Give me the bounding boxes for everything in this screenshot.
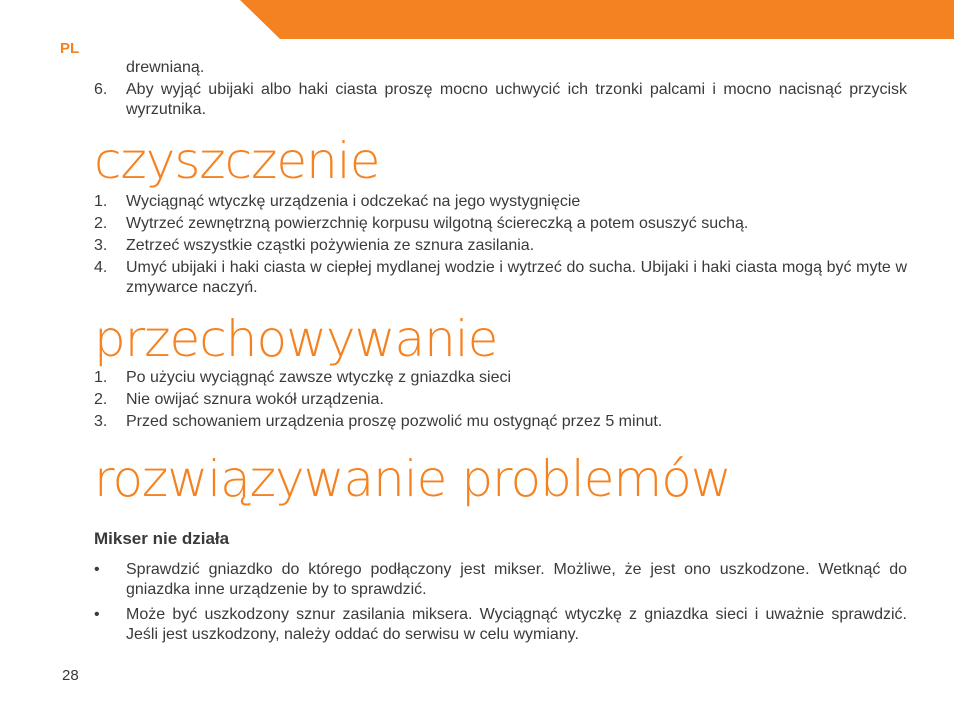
list-text: Przed schowaniem urządzenia proszę pozwolić mu ostygnąć przez 5 minut. <box>126 413 663 430</box>
list-text: Nie owijać sznura wokół urządzenia. <box>126 391 384 408</box>
section-title-troubleshooting: rozwiązywanie problemów <box>94 450 731 508</box>
bullet-list <box>94 560 907 645</box>
list-text: Zetrzeć wszystkie cząstki pożywienia ze sznura zasilania. <box>126 237 535 254</box>
language-tag: PL <box>60 40 80 57</box>
list-item <box>94 390 907 410</box>
list-text: Wyciągnąć wtyczkę urządzenia i odczekać na jego wystygnięcie <box>126 193 581 210</box>
section-title-cleaning: czyszczenie <box>94 132 380 190</box>
list-item <box>94 368 907 388</box>
list-text: Umyć ubijaki i haki ciasta w ciepłej mydlanej wodzie i wytrzeć do sucha. Ubijaki i haki ciasta mogą być myte w zmywarce naczyń. <box>126 259 907 296</box>
subsection-title: Mikser nie działa <box>94 529 230 548</box>
list-number: 2. <box>94 215 108 232</box>
bullet-icon: • <box>94 561 100 578</box>
header-accent-bar <box>240 0 954 39</box>
list-item <box>94 214 907 234</box>
page-content <box>94 58 907 650</box>
list-number: 6. <box>94 81 108 98</box>
list-text: Sprawdzić gniazdko do którego podłączony jest mikser. Możliwe, że jest ono uszkodzone. Wetknąć do gniazdka inne urządzenie by to sprawdzić. <box>126 561 907 598</box>
list-item <box>94 605 907 645</box>
bullet-icon: • <box>94 606 100 623</box>
list-text: Po użyciu wyciągnąć zawsze wtyczkę z gniazdka sieci <box>126 369 512 386</box>
list-item <box>94 236 907 256</box>
list-item <box>94 258 907 298</box>
list-item <box>94 80 907 120</box>
list-number: 1. <box>94 193 108 210</box>
list-text: Może być uszkodzony sznur zasilania miksera. Wyciągnąć wtyczkę z gniazdka sieci i uważnie sprawdzić. Jeśli jest uszkodzony, należy oddać do serwisu w celu wymiany. <box>126 606 907 643</box>
list-number: 1. <box>94 369 108 386</box>
list-text: Wytrzeć zewnętrzną powierzchnię korpusu wilgotną ściereczką a potem osuszyć suchą. <box>126 215 749 232</box>
list-number: 3. <box>94 413 108 430</box>
list-item <box>94 560 907 600</box>
list-item <box>94 412 907 432</box>
list-number: 4. <box>94 259 108 276</box>
page-number: 28 <box>62 667 79 684</box>
list-text: Aby wyjąć ubijaki albo haki ciasta proszę mocno uchwycić ich trzonki palcami i mocno nacisnąć przycisk wyrzutnika. <box>126 81 907 118</box>
list-number: 3. <box>94 237 108 254</box>
list-number: 2. <box>94 391 108 408</box>
intro-continuation: drewnianą. <box>126 59 205 76</box>
section-title-storage: przechowywanie <box>94 310 498 368</box>
list-item <box>94 192 907 212</box>
